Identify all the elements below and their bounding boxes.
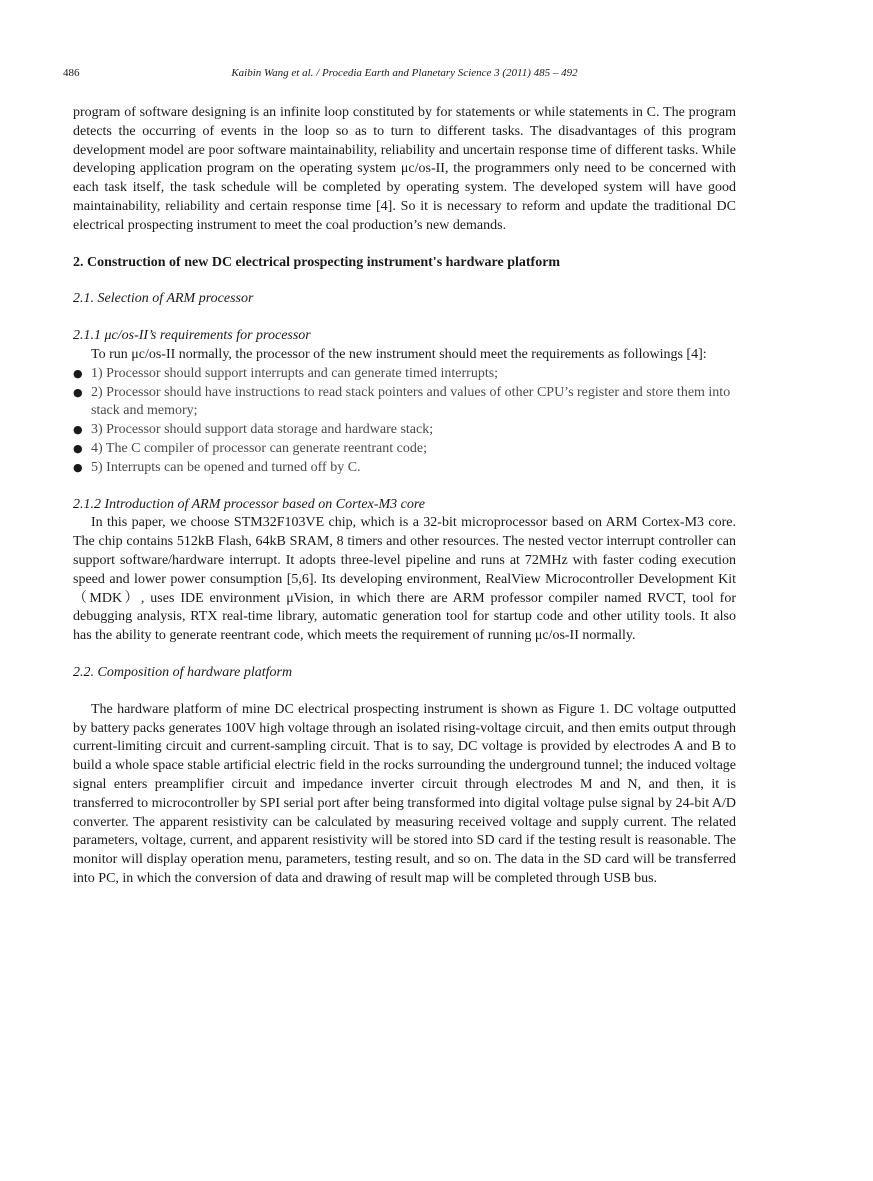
- list-item: ● 3) Processor should support data storage and hardware stack;: [73, 421, 736, 440]
- processor-paragraph: In this paper, we choose STM32F103VE chip, which is a 32-bit microprocessor based on ARM Cortex-M3 core. The chip contains 512kB Flash, 64kB SRAM, 8 timers and other resources. The nested vector interrupt controller can support software/hardware interrupt. It adopts three-level pipeline and runs at 72MHz with faster coding execution speed and lower power consumption [5,6]. Its developing environment, RealView Microcontroller Development Kit（MDK）, uses IDE environment μVision, in which there are ARM professor compiler named RVCT, tool for debugging analysis, RTX real-time library, automatic generation tool for startup code and other utility tools. It also has the ability to generate reentrant code, which meets the requirement of running μc/os-II normally.: [73, 515, 736, 644]
- list-item: ● 4) The C compiler of processor can generate reentrant code;: [73, 440, 736, 459]
- list-item: ● 2) Processor should have instructions to read stack pointers and values of other CPU’s register and store them into stack and memory;: [73, 384, 731, 419]
- paper-page: [63, 66, 736, 889]
- hardware-platform-paragraph: The hardware platform of mine DC electrical prospecting instrument is shown as Figure 1. DC voltage outputted by battery packs generates 100V high voltage through an isolated rising-voltage circuit, and then emits output through current-limiting circuit and current-sampling circuit. That is to say, DC voltage is provided by electrodes A and B to build a whole space stable artificial electric field in the rocks surrounding the underground tunnel; the induced voltage signal enters preamplifier circuit and impedance inverter circuit through electrodes M and N, and then, it is transferred to microcontroller by SPI serial port after being transformed into digital voltage pulse signal by 24-bit A/D converter. The apparent resistivity can be calculated by measuring received voltage and supply current. The related parameters, voltage, current, and apparent resistivity will be stored into SD card if the testing result is reasonable. The monitor will display operation menu, parameters, testing result, and so on. The data in the SD card will be transferred into PC, in which the conversion of data and drawing of result map will be completed through USB bus.: [73, 701, 736, 886]
- bullet-icon: ●: [73, 385, 83, 399]
- subsection-heading-2-1: 2.1. Selection of ARM processor: [73, 291, 254, 307]
- requirements-list: [73, 365, 736, 478]
- journal-reference: Kaibin Wang et al. / Procedia Earth and Planetary Science 3 (2011) 485 – 492: [231, 67, 578, 79]
- list-item: ● 1) Processor should support interrupts and can generate timed interrupts;: [73, 365, 736, 384]
- running-header: [63, 66, 736, 86]
- subsubsection-heading-2-1-1: 2.1.1 μc/os-II’s requirements for processor: [73, 328, 311, 344]
- spacer: [73, 683, 736, 701]
- subsubsection-heading-2-1-2: 2.1.2 Introduction of ARM processor based on Cortex-M3 core: [73, 496, 426, 512]
- bullet-icon: ●: [73, 423, 83, 437]
- subsection-heading-2-2: 2.2. Composition of hardware platform: [73, 664, 293, 680]
- bullet-icon: ●: [73, 460, 83, 474]
- list-item: ● 5) Interrupts can be opened and turned off by C.: [73, 459, 736, 478]
- section-heading: 2. Construction of new DC electrical prospecting instrument's hardware platform: [73, 254, 561, 270]
- page-number: 486: [63, 67, 80, 79]
- bullet-icon: ●: [73, 366, 83, 380]
- intro-paragraph: program of software designing is an infinite loop constituted by for statements or while statements in C. The program detects the occurring of events in the loop so as to turn to different tasks. The disadvantages of this program development model are poor software maintainability, reliability and uncertain response time of different tasks. While developing application program on the operating system μc/os-II, the programmers only need to be concerned with each task itself, the task schedule will be completed by operating system. The developed system will have good maintainability, reliability and certain response time [4]. So it is necessary to reform and update the traditional DC electrical prospecting instrument to meet the coal production’s new demands.: [73, 105, 736, 233]
- requirements-intro-paragraph: To run μc/os-II normally, the processor of the new instrument should meet the requirements as followings [4]:: [91, 346, 707, 362]
- bullet-icon: ●: [73, 441, 83, 455]
